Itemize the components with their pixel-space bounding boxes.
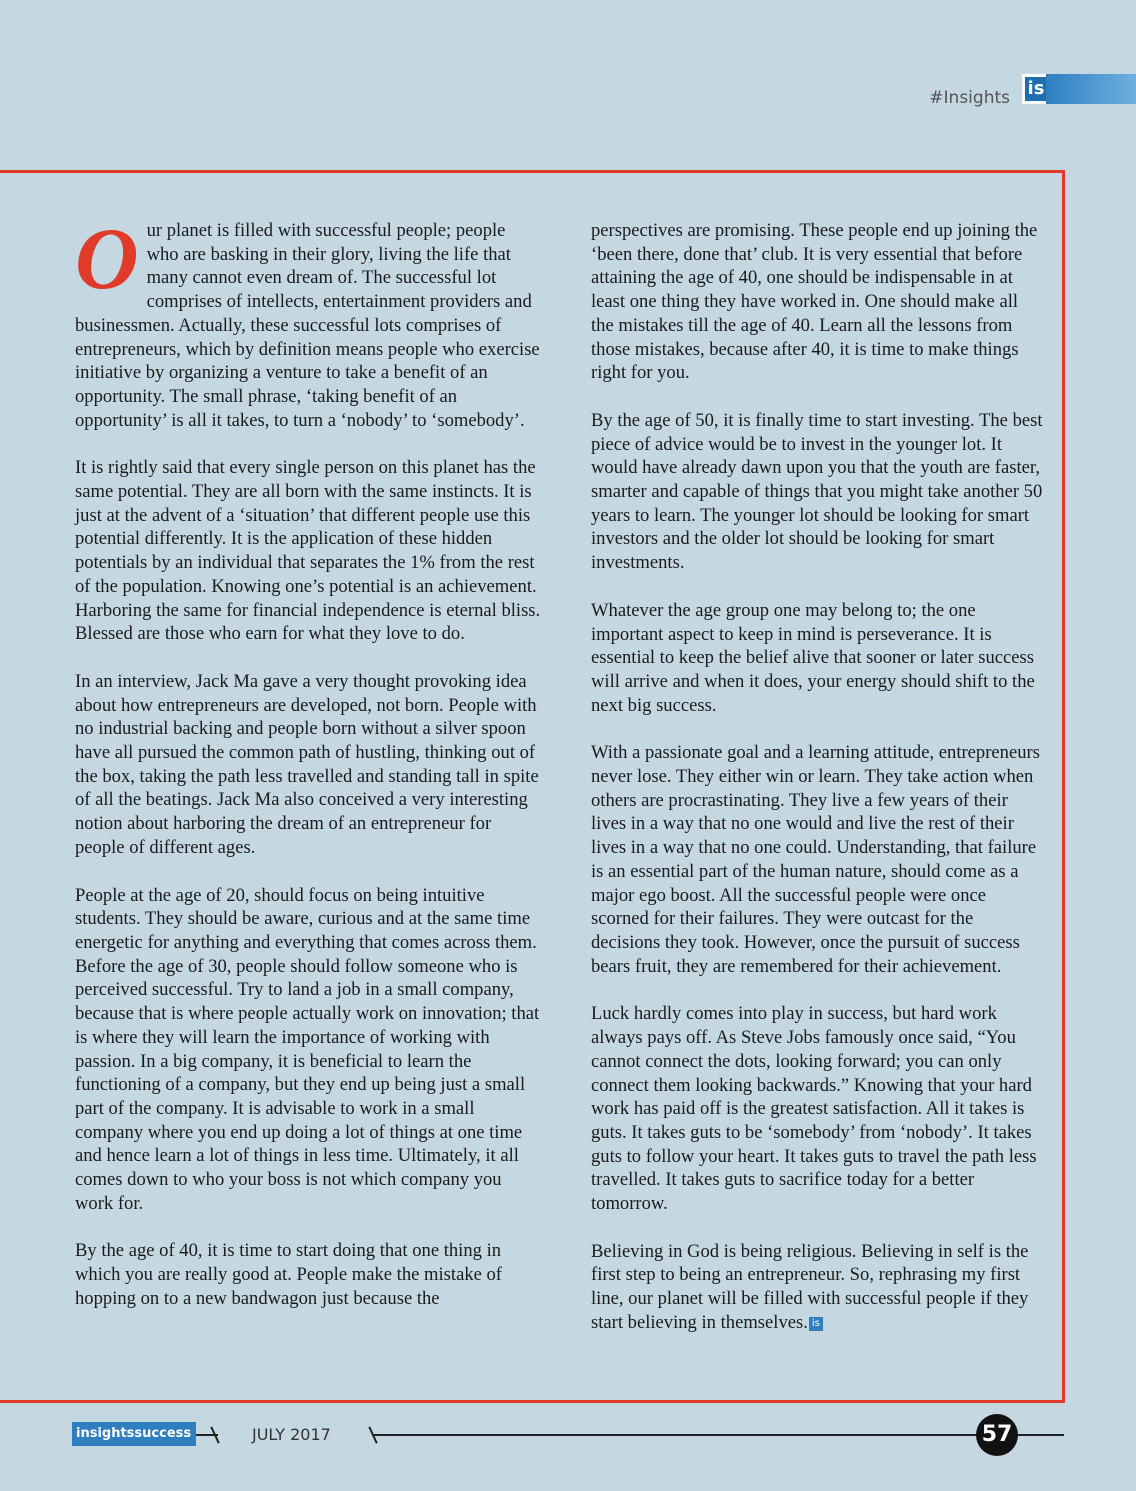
article-paragraph: By the age of 40, it is time to start doing that one thing in which you are really good at. People make the mistake of hopping on to a new bandwagon just because the: [75, 1240, 503, 1309]
article-paragraph: It is rightly said that every single person on this planet has the same potential. They are all born with the same instincts. It is just at the advent of a ‘situation’ that different people use this potential differently. It is the application of these hidden potentials by an individual that separates the 1% from the rest of the population. Knowing one’s potential is an achievement. Harboring the same for financial independence is eternal bliss. Blessed are those who earn for what they love to do.: [75, 457, 541, 645]
footer-brand-logo: insightssuccess: [72, 1422, 196, 1446]
article-paragraph: People at the age of 20, should focus on being intuitive students. They should be aware, curious and at the same time energetic for anything and everything that comes across them. Before the age of 30, people should follow someone who is perceived successful. Try to land a job in a small company, because that is where people actually work on innovation; that is where they will learn the importance of working with passion. In a big company, it is beneficial to learn the functioning of a company, but they end up being just a small part of the company. It is advisable to work in a small company where you end up doing a lot of things at one time and hence learn a lot of things in less time. Ultimately, it all comes down to who your boss is not which company you work for.: [75, 884, 540, 1214]
drop-cap: O: [75, 211, 139, 308]
article-paragraph: With a passionate goal and a learning attitude, entrepreneurs never lose. They either win or learn. They take action when others are procrastinating. They live a few years of their lives in a way that no one would and live the rest of their lives in a way that no one could. Understanding, that failure is an essential part of the human nature, should come as a major ego boost. All the successful people were once scorned for their failures. They were outcast for the decisions they took. However, once the pursuit of success bears fruit, they are remembered for their achievement.: [591, 742, 1040, 977]
article-paragraph: In an interview, Jack Ma gave a very thought provoking idea about how entrepreneurs are developed, not born. People with no industrial backing and people born without a silver spoon have all pursued the common path of hustling, thinking out of the box, taking the path less travelled and standing tall in spite of all the beatings. Jack Ma also conceived a very interesting notion about harboring the dream of an entrepreneur for people of different ages.: [75, 670, 539, 858]
page-number: 57: [976, 1414, 1018, 1456]
section-tag: #Insights: [929, 88, 1010, 108]
paragraph-text: Believing in God is being religious. Believing in self is the first step to being an entrepreneur. So, rephrasing my first line, our planet will be filled with successful people if they start believing in themselves.: [591, 1240, 1029, 1333]
issue-date: JULY 2017: [252, 1425, 331, 1444]
article-column-left: [75, 211, 541, 1335]
article-paragraph: Whatever the age group one may belong to; the one important aspect to keep in mind is perseverance. It is essential to keep the belief alive that sooner or later success will arrive and when it does, your energy should shift to the next big success.: [591, 599, 1035, 716]
brand-logo-mark: is: [1025, 77, 1047, 101]
article-column-right: [591, 219, 1043, 1359]
paragraph-text: ur planet is filled with successful people; people who are basking in their glory, living the life that many cannot even dream of. The successful lot comprises of intellects, entertainment providers and businessmen. Actually, these successful lots comprises of entrepreneurs, which by definition means people who exercise initiative by organizing a venture to take a benefit of an opportunity. The small phrase, ‘taking benefit of an opportunity’ is all it takes, to turn a ‘nobody’ to ‘somebody’.: [75, 220, 540, 431]
header-accent-bar: [1046, 74, 1136, 104]
article-paragraph: perspectives are promising. These people end up joining the ‘been there, done that’ club. It is very essential that before attaining the age of 40, one should be indispensable in at least one thing they have worked in. One should make all the mistakes till the age of 40. Learn all the lessons from those mistakes, because after 40, it is time to make things right for you.: [591, 220, 1038, 384]
article-paragraph: [591, 1240, 1043, 1335]
article-paragraph: Luck hardly comes into play in success, but hard work always pays off. As Steve Jobs famously once said, “You cannot connect the dots, looking forward; you can only connect them looking backwards.” Knowing that your hard work has paid off is the greatest satisfaction. All it takes is guts. It takes guts to be ‘somebody’ from ‘nobody’. It takes guts to follow your heart. It takes guts to travel the path less travelled. It takes guts to sacrifice today for a better tomorrow.: [591, 1003, 1037, 1215]
footer-rule: [372, 1434, 1064, 1436]
end-mark-icon: is: [809, 1317, 823, 1331]
article-paragraph: [75, 211, 541, 432]
article-paragraph: By the age of 50, it is finally time to start investing. The best piece of advice would be to invest in the younger lot. It would have already dawn upon you that the youth are faster, smarter and capable of things that you might take another 50 years to learn. The younger lot should be looking for smart investors and the older lot should be looking for smart investments.: [591, 409, 1043, 574]
